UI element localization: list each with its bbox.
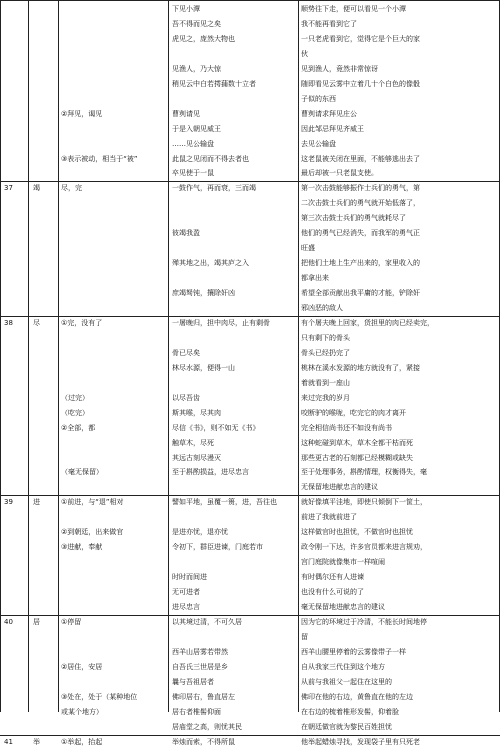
translation-cell: 完全相信尚书还不如没有尚书 <box>301 423 392 432</box>
translation-cell: 自从我家三代住到这个地方 <box>301 662 385 671</box>
translation-cell: 西羊山腰里停着的云雾像带子一样 <box>301 647 406 656</box>
meaning-cell: ①前进，与“退”相对 <box>61 498 124 507</box>
example-cell: 虎见之，庞然大物也 <box>172 34 235 43</box>
translation-cell: 见到渔人，竟然非常惊讶 <box>301 64 378 73</box>
column-divider <box>298 0 299 712</box>
meaning-cell: ①完，没有了 <box>61 318 103 327</box>
row-divider <box>0 181 500 182</box>
translation-cell: 希望全部贡献出我平庸的才能，铲除奸 <box>301 289 420 298</box>
example-cell: 居右者椎髻仰面 <box>172 707 221 716</box>
translation-cell: 那些更古老的石刻都已经模糊或缺失 <box>301 453 413 462</box>
translation-cell: 来过完我的岁月 <box>301 393 350 402</box>
example-cell: 于是入朝见威王 <box>172 124 221 133</box>
example-cell: 触草木，尽死 <box>172 438 214 447</box>
row-divider <box>0 615 500 616</box>
example-cell: 殚其地之出，竭其庐之入 <box>172 259 249 268</box>
column-divider <box>168 0 169 712</box>
meaning-cell: ③表示被动，相当于“被” <box>61 154 138 163</box>
translation-cell: 都拿出来 <box>301 274 329 283</box>
example-cell: 尽信《书》，则不如无《书》 <box>172 423 260 432</box>
meaning-cell: （过完） <box>61 393 89 402</box>
word-cell: 竭 <box>33 184 40 193</box>
translation-cell: 也没有什么可说的了 <box>301 588 364 596</box>
translation-cell: 这种蛇碰到草木，草木全都干枯而死 <box>301 438 413 447</box>
translation-cell: 子似的东西 <box>301 94 336 103</box>
example-cell: 其远古刻尽漫灭 <box>172 453 221 462</box>
example-cell: 以尽吾齿 <box>172 393 200 402</box>
example-cell: ……见公输盘 <box>172 139 214 148</box>
row-divider <box>0 495 500 496</box>
row-number: 40 <box>4 617 13 626</box>
example-cell: 吾不得而见之矣 <box>172 19 221 28</box>
row-number: 41 <box>4 737 13 746</box>
translation-cell: 咬断驴的喉咙，吃完它的肉才离开 <box>301 408 406 417</box>
example-cell: 一屠晚归，担中肉尽，止有剩骨 <box>172 318 270 327</box>
translation-cell: 一只老虎看到它，觉得它是个巨大的家 <box>301 34 420 43</box>
example-cell: 稍见云中白若摴蒱数十立者 <box>172 79 256 88</box>
example-cell: 曹刿请见 <box>172 109 200 118</box>
example-cell: 举烛而索，不得所鼠 <box>172 737 235 746</box>
example-cell: 下见小潭 <box>172 5 200 13</box>
word-cell: 居 <box>33 617 40 626</box>
table-top-border <box>0 0 500 1</box>
translation-cell: 就好像填平洼地，即使只倾倒下一筐土， <box>301 498 427 507</box>
meaning-cell: ②到朝廷，出来做官 <box>61 528 124 537</box>
example-cell: 时时而间进 <box>172 573 207 582</box>
meaning-cell: ②全部，都 <box>61 423 96 432</box>
example-cell: 卒见使于一鼠 <box>172 169 214 178</box>
translation-cell: 政令刚一下达，许多官员都来进言规劝， <box>301 543 427 552</box>
translation-cell: 第一次击鼓能够振作士兵们的勇气，第 <box>301 184 420 193</box>
translation-cell: 他举起蜡烛寻找，发现袋子里有只死老 <box>301 737 420 746</box>
translation-cell: 骨头已经扔完了 <box>301 348 350 357</box>
translation-cell: 二次击鼓士兵们的勇气就开始低落了， <box>301 199 420 208</box>
translation-cell: 最后却被一只老鼠支使。 <box>301 169 378 178</box>
translation-cell: 着就看到一座山 <box>301 378 350 387</box>
translation-cell: 只有剩下的骨头 <box>301 333 350 342</box>
translation-cell: 在朝廷做官就为黎民百姓担忧 <box>301 722 392 731</box>
example-cell: 一鼓作气，再而衰，三而竭 <box>172 184 256 193</box>
translation-cell: 桃林在溪水发源的地方就没有了，紧接 <box>301 363 420 372</box>
translation-cell: 前进了我就前进了 <box>301 513 357 522</box>
meaning-cell: 或某个地方） <box>61 707 103 716</box>
translation-cell: 从前与我祖父一起住在这里的 <box>301 677 392 686</box>
translation-cell: 因为它的环境过于冷清，不能长时间地停 <box>301 617 427 626</box>
translation-cell: 至于处理事务，斟酌情理，权衡得失，毫 <box>301 468 427 477</box>
translation-cell: 顺势往下走，便可以看见一个小潭 <box>301 5 406 13</box>
example-cell: 庶竭驽钝，攘除奸凶 <box>172 289 235 298</box>
example-cell: 曩与吾祖居者 <box>172 677 214 686</box>
example-cell: 无可进者 <box>172 588 200 596</box>
example-cell: 斯其喉，尽其肉 <box>172 408 221 417</box>
translation-cell: 伙 <box>301 49 308 58</box>
translation-cell: 邪凶恶的敌人 <box>301 304 343 312</box>
word-cell: 进 <box>33 498 40 507</box>
word-cell: 举 <box>33 737 40 746</box>
example-cell: 自吾氏三世居是乡 <box>172 662 228 671</box>
row-divider <box>0 735 500 736</box>
example-cell: 林尽水源，便得一山 <box>172 363 235 372</box>
meaning-cell: ①举起，抬起 <box>61 737 103 746</box>
meaning-cell: 尽，完 <box>61 184 82 193</box>
example-cell: 以其境过清，不可久居 <box>172 617 242 626</box>
translation-cell: 留 <box>301 632 308 641</box>
example-cell: 西羊山居雾若带然 <box>172 647 228 656</box>
example-cell: 彼竭我盈 <box>172 229 200 238</box>
word-cell: 尽 <box>33 318 40 327</box>
translation-cell: 这老鼠被关闭在里面，不能够逃出去了 <box>301 154 420 163</box>
row-number: 37 <box>4 184 13 193</box>
column-divider <box>0 0 1 712</box>
example-cell: 是进亦忧，退亦忧 <box>172 528 228 537</box>
translation-cell: 有个屠夫晚上回家，货担里的肉已经卖完， <box>301 318 434 327</box>
meaning-cell: ③进献，奉献 <box>61 543 103 552</box>
row-number: 38 <box>4 318 13 327</box>
translation-cell: 佛印在他的右边，黄鲁直在他的左边 <box>301 692 413 701</box>
translation-cell: 他们的勇气已经消失，而我军的勇气正 <box>301 229 420 238</box>
example-cell: 譬如平地，虽覆一篑，进，吾往也 <box>172 498 277 507</box>
translation-cell: 我不能再看到它了 <box>301 19 357 28</box>
example-cell: 此鼠之见闭而不得去者也 <box>172 154 249 163</box>
translation-cell: 曹刿请求拜见庄公 <box>301 109 357 118</box>
example-cell: 至于斟酌损益，进尽忠言 <box>172 468 249 477</box>
translation-cell: 因此邹忌拜见齐威王 <box>301 124 364 133</box>
translation-cell: 有时偶尔还有人进谏 <box>301 573 364 582</box>
meaning-cell: ③处在，处于（某种地位 <box>61 692 138 701</box>
example-cell: 令初下，群臣进谏，门庭若市 <box>172 543 263 552</box>
example-cell: 进尽忠言 <box>172 603 200 611</box>
example-cell: 佛印居右，鲁直居左 <box>172 692 235 701</box>
row-divider <box>0 316 500 317</box>
example-cell: 居庙堂之高，则忧其民 <box>172 722 242 731</box>
translation-cell: 去见公输盘 <box>301 139 336 148</box>
translation-cell: 宫门庭院就像集市一样喧闹 <box>301 558 385 567</box>
example-cell: 见渔人，乃大惊 <box>172 64 221 73</box>
meaning-cell: ②居住，安居 <box>61 662 103 671</box>
translation-cell: 无保留地进献忠言的建议 <box>301 483 378 492</box>
meaning-cell: （毫无保留） <box>61 468 103 477</box>
meaning-cell: ①停留 <box>61 617 82 626</box>
translation-cell: 在右边的梳着椎形发髻，仰着脸 <box>301 707 399 716</box>
translation-cell: 把他们土地上生产出来的，家里收入的 <box>301 259 420 268</box>
translation-cell: 毫无保留地进献忠言的建议 <box>301 603 385 611</box>
meaning-cell: ②拜见，谒见 <box>61 109 103 118</box>
row-number: 39 <box>4 498 13 507</box>
translation-cell: 随即看见云雾中立着几十个白色的像骰 <box>301 79 420 88</box>
column-divider <box>28 0 29 712</box>
translation-cell: 这样做官时也担忧，不做官时也担忧 <box>301 528 413 537</box>
translation-cell: 旺盛 <box>301 244 315 253</box>
example-cell: 骨已尽矣 <box>172 348 200 357</box>
column-divider <box>58 0 59 712</box>
translation-cell: 第三次击鼓士兵们的勇气就耗尽了 <box>301 214 406 223</box>
meaning-cell: （吃完） <box>61 408 89 417</box>
